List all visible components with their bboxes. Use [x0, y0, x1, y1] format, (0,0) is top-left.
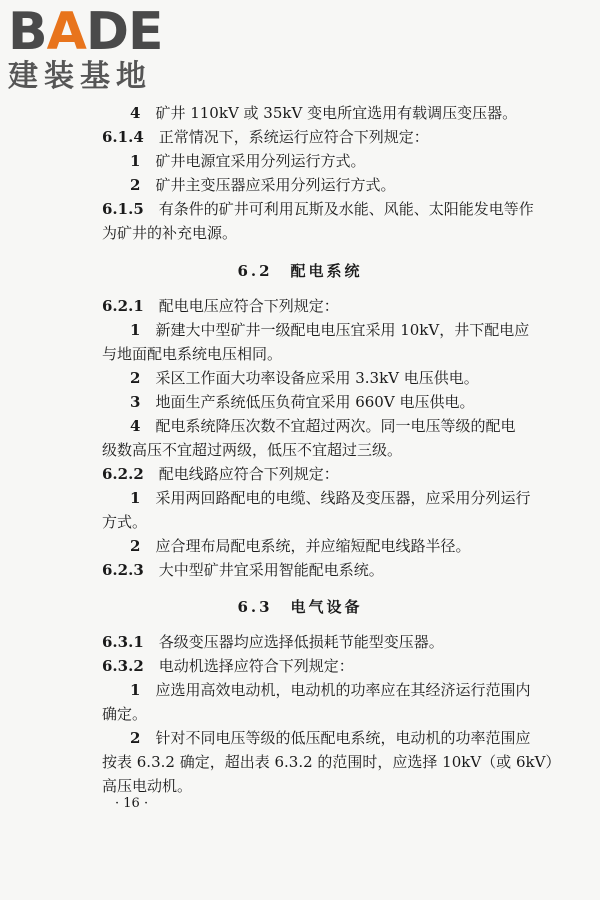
clause-6-2-1: 6.2.1 配电电压应符合下列规定：	[102, 297, 339, 315]
continuation-line: 高压电动机。	[102, 777, 193, 795]
list-item: 1 新建大中型矿井一级配电电压宜采用 10kV，井下配电应	[130, 321, 530, 339]
section-heading-6-2: 6.2 配电系统	[237, 262, 363, 280]
brand-logo	[8, 2, 183, 98]
list-item: 1 应选用高效电动机，电动机的功率应在其经济运行范围内	[130, 681, 531, 699]
continuation-line: 确定。	[102, 705, 148, 723]
page-number: · 16 ·	[115, 796, 149, 811]
brand-logo-wordmark: BADE	[8, 2, 163, 62]
brand-logo-subtitle: 建装基地	[8, 59, 152, 94]
clause-6-3-2: 6.3.2 电动机选择应符合下列规定：	[102, 657, 354, 675]
list-item: 2 应合理布局配电系统，并应缩短配电线路半径。	[130, 537, 471, 555]
list-item: 1 矿井电源宜采用分列运行方式。	[130, 152, 366, 170]
list-item: 1 采用两回路配电的电缆、线路及变压器，应采用分列运行	[130, 489, 531, 507]
continuation-line: 按表 6.3.2 确定，超出表 6.3.2 的范围时，应选择 10kV（或 6kV）	[102, 753, 561, 771]
list-item: 4 矿井 110kV 或 35kV 变电所宜选用有载调压变压器。	[130, 104, 518, 122]
clause-6-1-5: 6.1.5 有条件的矿井可利用瓦斯及水能、风能、太阳能发电等作	[102, 200, 534, 218]
continuation-line: 方式。	[102, 513, 148, 531]
list-item: 2 采区工作面大功率设备应采用 3.3kV 电压供电。	[130, 369, 479, 387]
clause-6-3-1: 6.3.1 各级变压器均应选择低损耗节能型变压器。	[102, 633, 444, 651]
clause-6-2-3: 6.2.3 大中型矿井宜采用智能配电系统。	[102, 561, 384, 579]
list-item: 2 针对不同电压等级的低压配电系统，电动机的功率范围应	[130, 729, 531, 747]
continuation-line: 级数高压不宜超过两级，低压不宜超过三级。	[102, 441, 403, 459]
list-item: 3 地面生产系统低压负荷宜采用 660V 电压供电。	[130, 393, 475, 411]
continuation-line: 与地面配电系统电压相同。	[102, 345, 283, 363]
clause-6-2-2: 6.2.2 配电线路应符合下列规定：	[102, 465, 339, 483]
continuation-line: 为矿井的补充电源。	[102, 224, 238, 242]
list-item: 4 配电系统降压次数不宜超过两次。同一电压等级的配电	[130, 417, 516, 435]
section-heading-6-3: 6.3 电气设备	[237, 598, 363, 616]
list-item: 2 矿井主变压器应采用分列运行方式。	[130, 176, 396, 194]
clause-6-1-4: 6.1.4 正常情况下，系统运行应符合下列规定：	[102, 128, 429, 146]
